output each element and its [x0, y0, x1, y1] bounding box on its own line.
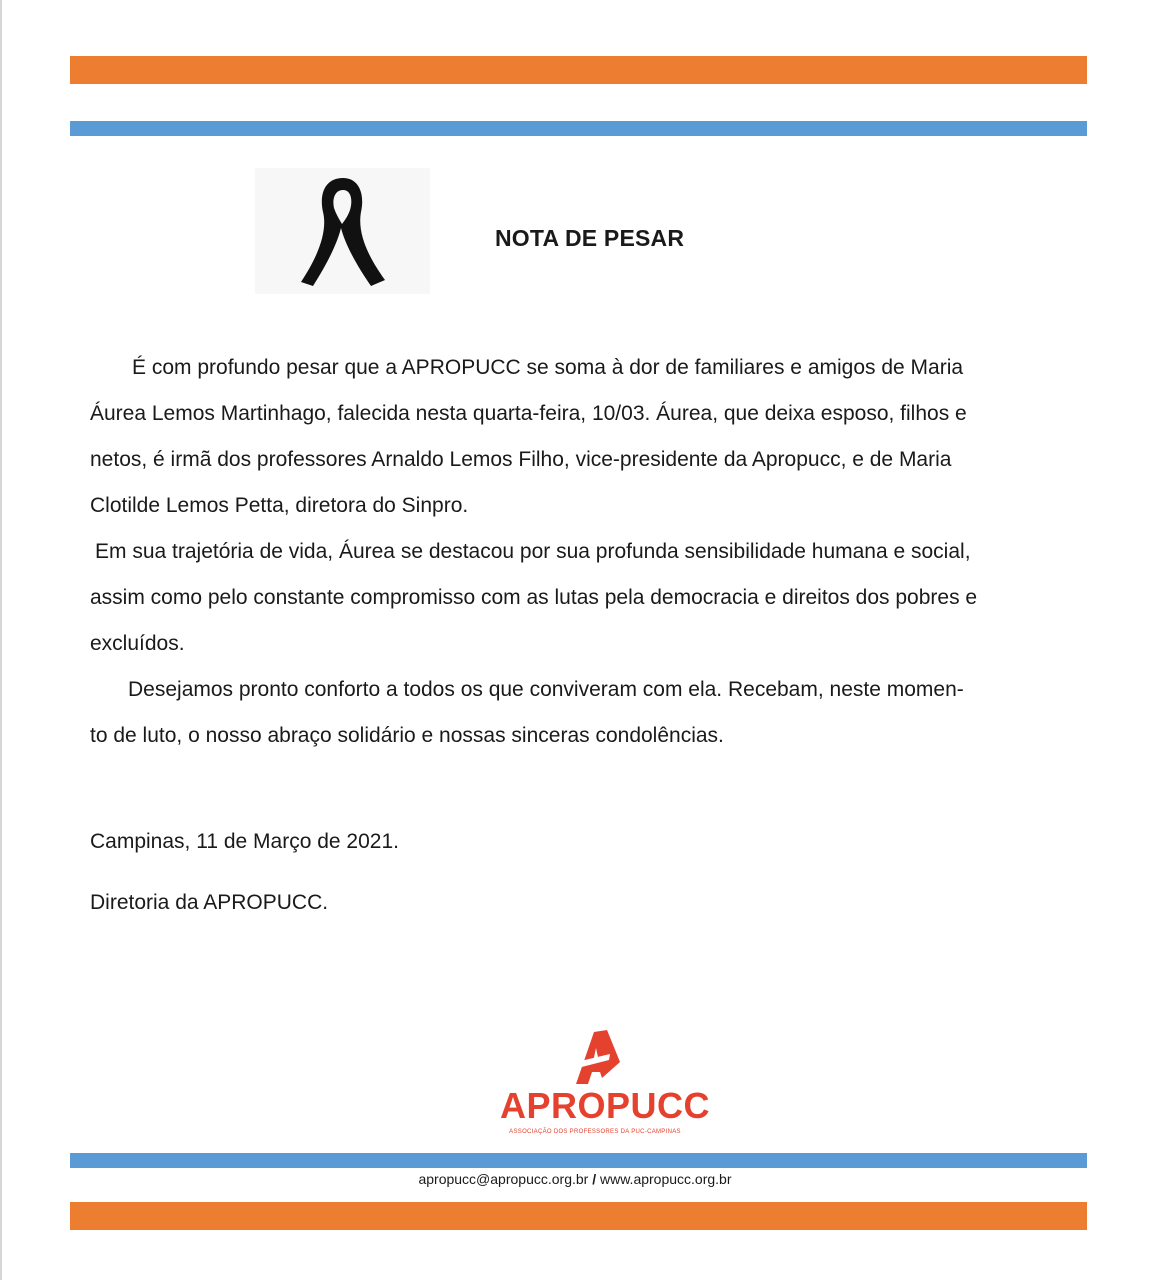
footer-email-link[interactable]: apropucc@apropucc.org.br [418, 1171, 589, 1187]
apropucc-logo [500, 1030, 711, 1140]
top-orange-bar [70, 56, 1087, 84]
logo-name: APROPUCC [500, 1085, 711, 1126]
footer-website-link[interactable]: www.apropucc.org.br [600, 1171, 732, 1187]
bottom-blue-bar [70, 1153, 1087, 1168]
footer-contact [0, 1171, 1150, 1187]
bottom-orange-bar [70, 1202, 1087, 1230]
body-line: Em sua trajetória de vida, Áurea se destacou por sua profunda sensibilidade humana e social, [95, 540, 971, 563]
body-line: to de luto, o nosso abraço solidário e nossas sinceras condolências. [90, 724, 724, 747]
body-line: Desejamos pronto conforto a todos os que conviveram com ela. Recebam, neste momen- [128, 678, 964, 701]
mourning-ribbon-image [255, 168, 430, 294]
apropucc-a-icon [566, 1030, 622, 1086]
signature-line: Diretoria da APROPUCC. [90, 891, 329, 914]
page-title: NOTA DE PESAR [495, 225, 685, 251]
page-edge-line [0, 0, 2, 1280]
condolence-body [90, 345, 1065, 759]
body-line: Áurea Lemos Martinhago, falecida nesta quarta-feira, 10/03. Áurea, que deixa esposo, filhos e [90, 402, 967, 425]
top-blue-bar [70, 121, 1087, 136]
black-ribbon-icon [293, 172, 393, 290]
body-line: Clotilde Lemos Petta, diretora do Sinpro. [90, 494, 469, 517]
footer-separator: / [592, 1171, 597, 1187]
logo-tagline: ASSOCIAÇÃO DOS PROFESSORES DA PUC-CAMPINAS [509, 1129, 681, 1135]
date-line: Campinas, 11 de Março de 2021. [90, 830, 399, 853]
body-line: É com profundo pesar que a APROPUCC se soma à dor de familiares e amigos de Maria [132, 356, 964, 379]
body-line: excluídos. [90, 632, 185, 655]
body-line: netos, é irmã dos professores Arnaldo Lemos Filho, vice-presidente da Apropucc, e de Maria [90, 448, 952, 471]
body-line: assim como pelo constante compromisso com as lutas pela democracia e direitos dos pobres e [90, 586, 978, 609]
